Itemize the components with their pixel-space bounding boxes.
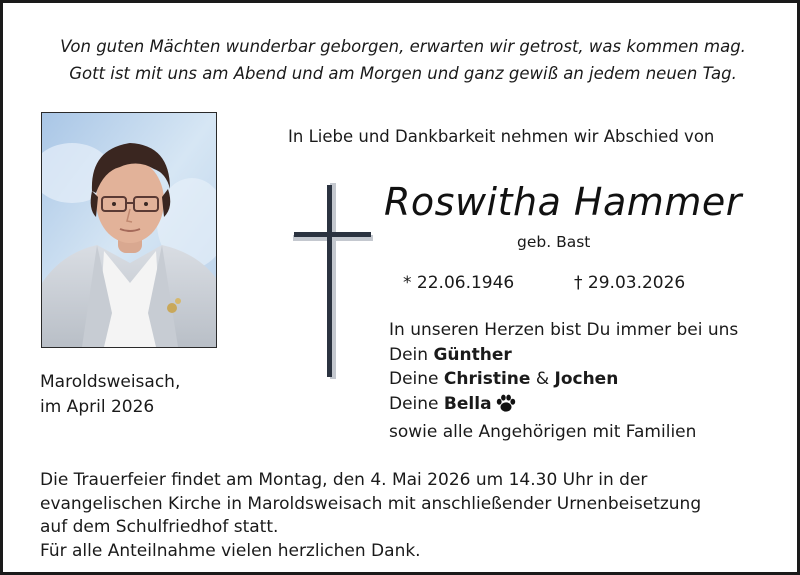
verse-quote: [3, 33, 800, 87]
mourners-line-2: [389, 343, 738, 368]
cross-icon: [288, 183, 378, 383]
funeral-line-1: Die Trauerfeier findet am Montag, den 4. Mai 2026 um 14.30 Uhr in der: [40, 470, 648, 490]
mourners-line-4: [389, 392, 738, 421]
portrait-photo: [41, 112, 217, 348]
mourner-name-jochen: Jochen: [554, 369, 619, 389]
mourners-line-5: sowie alle Angehörigen mit Familien: [389, 422, 697, 442]
mourner-name-bella: Bella: [443, 393, 492, 414]
mourners-list: [389, 318, 738, 445]
mourner-conjunction: &: [530, 369, 555, 389]
verse-line-1: Von guten Mächten wunderbar geborgen, erwarten wir getrost, was kommen mag.: [60, 37, 746, 56]
funeral-line-2: evangelischen Kirche in Maroldsweisach mit anschließender Urnenbeisetzung: [40, 493, 702, 514]
mourner-prefix: Deine: [389, 369, 444, 389]
thanks-line: Für alle Anteilnahme vielen herzlichen Dank.: [40, 540, 421, 561]
mourners-line-1: In unseren Herzen bist Du immer bei uns: [389, 320, 739, 340]
mourner-name-guenther: Günther: [433, 344, 512, 365]
paw-icon: [496, 394, 516, 421]
date-line: im April 2026: [40, 397, 155, 417]
maiden-name: geb. Bast: [517, 233, 591, 251]
mourner-name-christine: Christine: [443, 369, 531, 389]
mourners-line-3: [389, 367, 738, 392]
birth-date: * 22.06.1946: [403, 273, 515, 293]
place-line: Maroldsweisach,: [40, 372, 181, 392]
deceased-name: Roswitha Hammer: [384, 180, 742, 224]
place-and-date: [40, 370, 180, 420]
mourner-prefix: Deine: [389, 393, 444, 414]
funeral-line-3: auf dem Schulfriedhof statt.: [40, 517, 279, 537]
portrait-photo-image: [42, 113, 216, 347]
farewell-intro: In Liebe und Dankbarkeit nehmen wir Abschied von: [288, 127, 715, 146]
mourner-prefix: Dein: [389, 344, 434, 365]
death-date: † 29.03.2026: [574, 273, 686, 293]
verse-line-2: Gott ist mit uns am Abend und am Morgen und ganz gewiß an jedem neuen Tag.: [69, 64, 737, 83]
funeral-info: [40, 469, 701, 563]
